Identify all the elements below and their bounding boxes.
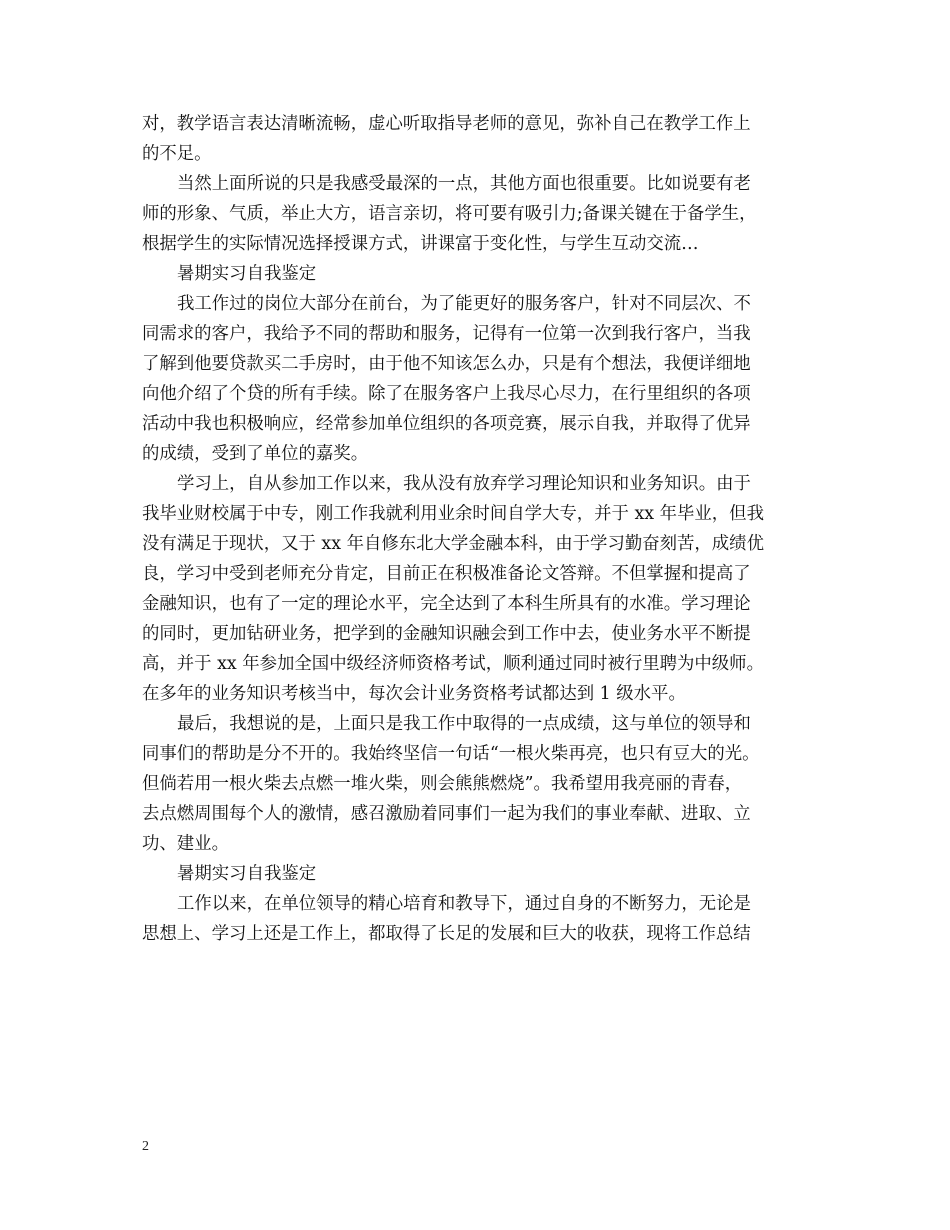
text-line: 我毕业财校属于中专，刚工作我就利用业余时间自学大专，并于 xx 年毕业，但我 (142, 504, 764, 524)
paragraph-first-line: 最后，我想说的是，上面只是我工作中取得的一点成绩，这与单位的领导和 (177, 714, 751, 734)
text-line: 功、建业。 (142, 834, 229, 854)
paragraph-first-line: 我工作过的岗位大部分在前台，为了能更好的服务客户，针对不同层次、不 (177, 294, 751, 314)
text-line: 思想上、学习上还是工作上，都取得了长足的发展和巨大的收获，现将工作总结 (142, 924, 751, 944)
text-line: 的不足。 (142, 144, 212, 164)
text-line: 师的形象、气质，举止大方，语言亲切，将可要有吸引力;备课关键在于备学生， (142, 204, 757, 224)
text-line: 的成绩，受到了单位的嘉奖。 (142, 444, 369, 464)
text-line: 活动中我也积极响应，经常参加单位组织的各项竞赛，展示自我，并取得了优异 (142, 414, 751, 434)
paragraph-first-line: 暑期实习自我鉴定 (177, 264, 317, 284)
text-line: 向他介绍了个贷的所有手续。除了在服务客户上我尽心尽力，在行里组织的各项 (142, 384, 751, 404)
document-body (142, 109, 814, 949)
text-line: 良，学习中受到老师充分肯定，目前正在积极准备论文答辩。不但掌握和提高了 (142, 564, 751, 584)
paragraph-first-line: 暑期实习自我鉴定 (177, 864, 317, 884)
text-line: 但倘若用一根火柴去点燃一堆火柴，则会熊熊燃烧”。我希望用我亮丽的青春， (142, 774, 743, 794)
text-line: 去点燃周围每个人的激情，感召激励着同事们一起为我们的事业奉献、进取、立 (142, 804, 751, 824)
text-line: 同需求的客户，我给予不同的帮助和服务，记得有一位第一次到我行客户，当我 (142, 324, 751, 344)
text-line: 同事们的帮助是分不开的。我始终坚信一句话“一根火柴再亮，也只有豆大的光。 (142, 744, 760, 764)
text-line: 没有满足于现状，又于 xx 年自修东北大学金融本科，由于学习勤奋刻苦，成绩优 (142, 534, 764, 554)
paragraph-first-line: 当然上面所说的只是我感受最深的一点，其他方面也很重要。比如说要有老 (177, 174, 751, 194)
text-line: 对，教学语言表达清晰流畅，虚心听取指导老师的意见，弥补自己在教学工作上 (142, 114, 751, 134)
page-number: 2 (142, 1139, 149, 1154)
text-line: 金融知识，也有了一定的理论水平，完全达到了本科生所具有的水准。学习理论 (142, 594, 751, 614)
text-line: 根据学生的实际情况选择授课方式，讲课富于变化性，与学生互动交流… (142, 234, 699, 254)
text-line: 在多年的业务知识考核当中，每次会计业务资格考试都达到 1 级水平。 (142, 684, 686, 704)
text-line: 高，并于 xx 年参加全国中级经济师资格考试，顺利通过同时被行里聘为中级师。 (142, 654, 764, 674)
text-line: 了解到他要贷款买二手房时，由于他不知该怎么办，只是有个想法，我便详细地 (142, 354, 751, 374)
paragraph-first-line: 工作以来，在单位领导的精心培育和教导下，通过自身的不断努力，无论是 (177, 894, 751, 914)
paragraph-first-line: 学习上，自从参加工作以来，我从没有放弃学习理论知识和业务知识。由于 (177, 474, 751, 494)
text-line: 的同时，更加钻研业务，把学到的金融知识融会到工作中去，使业务水平不断提 (142, 624, 751, 644)
